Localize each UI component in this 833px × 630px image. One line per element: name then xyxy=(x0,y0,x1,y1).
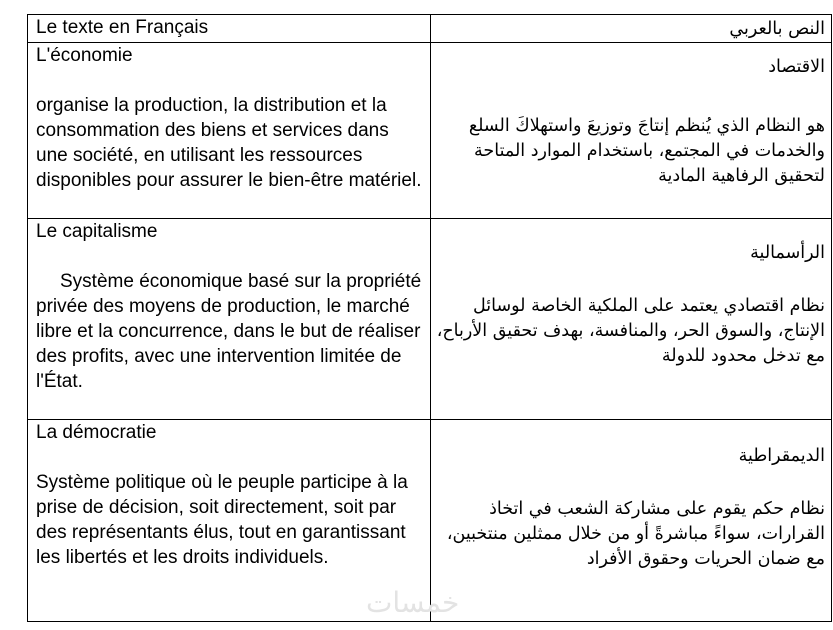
arabic-term: الاقتصاد xyxy=(768,57,825,77)
french-definition: Système économique basé sur la propriété privée des moyens de production, le marché libre et la concurrence, dans le but de réaliser des profits, avec une intervention limitée de l'État. xyxy=(36,271,422,392)
arabic-definition: نظام اقتصادي يعتمد على الملكية الخاصة لوسائل الإنتاج، والسوق الحر، والمنافسة، بهدف تحقيق الأرباح، مع تدخل محدود للدولة xyxy=(436,296,825,366)
bilingual-glossary-table xyxy=(27,14,832,622)
arabic-cell-capitalisme xyxy=(431,219,832,420)
french-cell-economie xyxy=(28,43,431,219)
french-term: La démocratie xyxy=(36,422,157,443)
french-cell-capitalisme xyxy=(28,219,431,420)
header-french-label: Le texte en Français xyxy=(36,17,209,38)
arabic-definition: نظام حكم يقوم على مشاركة الشعب في اتخاذ القرارات، سواءً مباشرةً أو من خلال ممثلين منتخبين، مع ضمان الحريات وحقوق الأفراد xyxy=(446,499,825,569)
french-term: L'économie xyxy=(36,45,133,66)
arabic-cell-democratie xyxy=(431,420,832,622)
french-definition: Système politique où le peuple participe à la prise de décision, soit directement, soit par des représentants élus, tout en garantissant les libertés et les droits individuels. xyxy=(36,472,408,568)
arabic-term: الرأسمالية xyxy=(750,243,825,263)
header-arabic-cell xyxy=(431,15,832,43)
table-row xyxy=(28,219,832,420)
arabic-cell-economie xyxy=(431,43,832,219)
header-arabic-label: النص بالعربي xyxy=(729,19,825,39)
header-french-cell xyxy=(28,15,431,43)
table-header-row xyxy=(28,15,832,43)
french-term: Le capitalisme xyxy=(36,221,158,242)
arabic-definition: هو النظام الذي يُنظم إنتاجَ وتوزيعَ واستهلاكَ السلع والخدمات في المجتمع، باستخدام الموارد المتاحة لتحقيق الرفاهية المادية xyxy=(468,116,825,186)
table-row xyxy=(28,43,832,219)
site-watermark: خمسات xyxy=(366,586,460,619)
french-definition: organise la production, la distribution et la consommation des biens et services dans une société, en utilisant les ressources disponibles pour assurer le bien-être matériel. xyxy=(36,95,422,191)
arabic-term: الديمقراطية xyxy=(738,446,825,466)
